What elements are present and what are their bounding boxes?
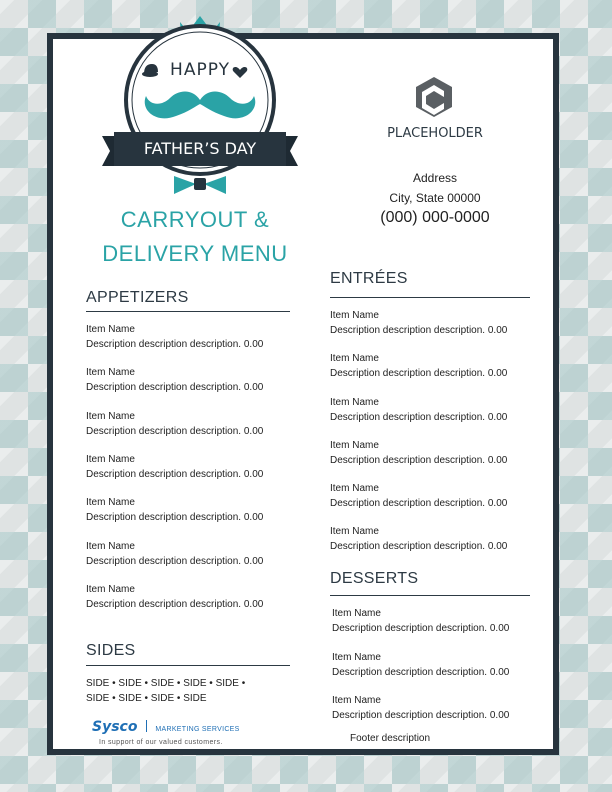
item-description: Description description description. 0.00 [86, 556, 264, 567]
sysco-division: MARKETING SERVICES [155, 726, 240, 733]
item-name: Item Name [330, 397, 379, 408]
phone: (000) 000-0000 [380, 209, 490, 226]
item-name: Item Name [332, 608, 381, 619]
entree-item [330, 481, 507, 511]
item-description: Description description description. 0.00 [332, 623, 510, 634]
appetizer-item [86, 365, 263, 395]
item-name: Item Name [86, 454, 135, 465]
sides-line-1: SIDE • SIDE • SIDE • SIDE • SIDE • [86, 678, 246, 689]
item-description: Description description description. 0.00 [86, 469, 264, 480]
item-name: Item Name [86, 541, 135, 552]
appetizer-item [86, 495, 263, 525]
fathers-day-badge [100, 8, 300, 200]
appetizer-item [86, 539, 263, 569]
bow-tie-icon [174, 176, 226, 194]
appetizers-divider [86, 311, 290, 312]
sysco-divider [146, 720, 147, 732]
badge-happy-text: HAPPY [170, 60, 230, 80]
item-description: Description description description. 0.00 [330, 498, 508, 509]
item-name: Item Name [330, 526, 379, 537]
item-description: Description description description. 0.00 [86, 382, 264, 393]
item-name: Item Name [332, 695, 381, 706]
dessert-item [332, 693, 509, 723]
appetizer-item [86, 322, 263, 352]
entree-item [330, 351, 507, 381]
city-state: City, State 00000 [389, 191, 481, 205]
entree-item [330, 395, 507, 425]
item-description: Description description description. 0.00 [86, 512, 264, 523]
dessert-item [332, 606, 509, 636]
sysco-brand: Sysco [92, 719, 138, 735]
item-description: Description description description. 0.00 [330, 412, 508, 423]
sides-list [86, 676, 245, 706]
entree-item [330, 308, 507, 338]
item-name: Item Name [86, 367, 135, 378]
item-description: Description description description. 0.00 [330, 325, 508, 336]
menu-title-line1: CARRYOUT & [120, 207, 270, 232]
item-name: Item Name [330, 440, 379, 451]
sysco-tagline: In support of our valued customers. [99, 739, 223, 746]
placeholder-logo-icon [416, 77, 452, 117]
item-description: Description description description. 0.00 [332, 667, 510, 678]
badge-banner-text: FATHER’S DAY [143, 139, 257, 158]
item-description: Description description description. 0.00 [332, 710, 510, 721]
appetizer-item [86, 409, 263, 439]
desserts-heading: DESSERTS [330, 570, 419, 587]
item-description: Description description description. 0.00 [330, 455, 508, 466]
item-description: Description description description. 0.00 [86, 599, 264, 610]
appetizers-heading: APPETIZERS [86, 289, 189, 306]
sysco-logo [92, 718, 252, 736]
sides-heading: SIDES [86, 642, 136, 659]
logo-text: PLACEHOLDER [387, 126, 483, 141]
item-name: Item Name [86, 324, 135, 335]
entrees-heading: ENTRÉES [330, 270, 408, 287]
item-description: Description description description. 0.00 [330, 541, 508, 552]
address: Address [412, 171, 458, 185]
menu-title-line2: DELIVERY MENU [102, 241, 288, 266]
item-description: Description description description. 0.00 [86, 339, 264, 350]
item-name: Item Name [86, 584, 135, 595]
entree-item [330, 438, 507, 468]
item-name: Item Name [330, 310, 379, 321]
item-name: Item Name [332, 652, 381, 663]
item-description: Description description description. 0.00 [330, 368, 508, 379]
appetizer-item [86, 452, 263, 482]
item-name: Item Name [86, 411, 135, 422]
item-name: Item Name [330, 483, 379, 494]
footer-description: Footer description [350, 733, 431, 744]
item-name: Item Name [86, 497, 135, 508]
sides-line-2: SIDE • SIDE • SIDE • SIDE [86, 693, 207, 704]
item-name: Item Name [330, 353, 379, 364]
desserts-divider [330, 595, 530, 596]
dessert-item [332, 650, 509, 680]
sides-divider [86, 665, 290, 666]
appetizer-item [86, 582, 263, 612]
entrees-divider [330, 297, 530, 298]
item-description: Description description description. 0.00 [86, 426, 264, 437]
entree-item [330, 524, 507, 554]
